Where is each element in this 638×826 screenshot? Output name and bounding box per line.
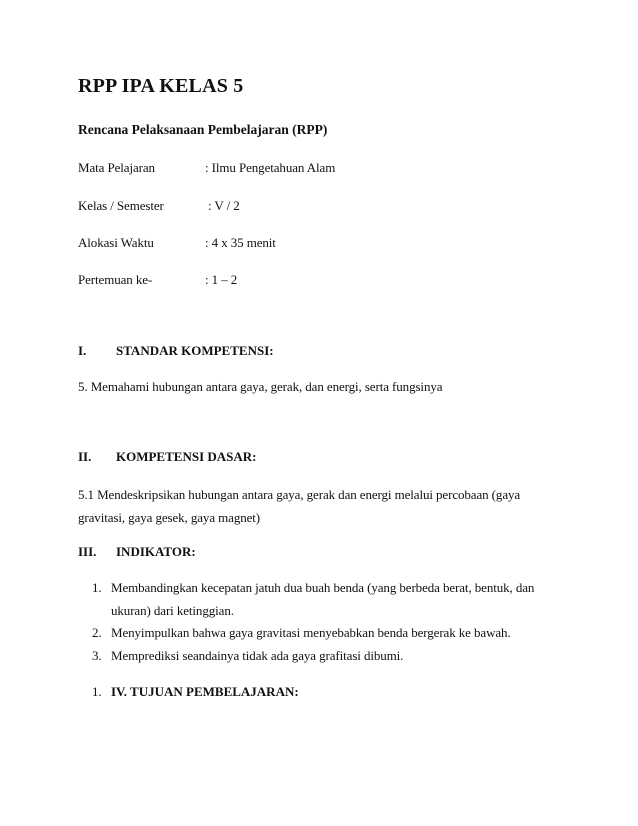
section1-content: 5. Memahami hubungan antara gaya, gerak, dan energi, serta fungsinya	[78, 379, 443, 394]
section3-heading: INDIKATOR:	[116, 544, 196, 559]
section1-numeral: I.	[78, 343, 87, 358]
section2-numeral: II.	[78, 449, 92, 464]
section2-content-line1: 5.1 Mendeskripsikan hubungan antara gaya, gerak dan energi melalui percobaan (gaya	[78, 487, 521, 502]
section4-number: 1.	[92, 684, 102, 699]
indicator-3-line1: Memprediksi seandainya tidak ada gaya grafitasi dibumi.	[111, 648, 404, 663]
indicator-2-number: 2.	[92, 625, 102, 640]
indicator-1-line1: Membandingkan kecepatan jatuh dua buah benda (yang berbeda berat, bentuk, dan	[111, 580, 535, 595]
document-title: RPP IPA KELAS 5	[78, 75, 244, 97]
info-label-time: Alokasi Waktu	[78, 235, 154, 250]
indicator-3-number: 3.	[92, 648, 102, 663]
info-value-time: : 4 x 35 menit	[205, 235, 276, 250]
section3-numeral: III.	[78, 544, 97, 559]
section1-heading: STANDAR KOMPETENSI:	[116, 343, 274, 358]
info-label-class: Kelas / Semester	[78, 198, 164, 213]
indicator-2-line1: Menyimpulkan bahwa gaya gravitasi menyebabkan benda bergerak ke bawah.	[111, 625, 511, 640]
document-subtitle: Rencana Pelaksanaan Pembelajaran (RPP)	[78, 122, 328, 137]
info-label-subject: Mata Pelajaran	[78, 160, 155, 175]
section2-content-line2: gravitasi, gaya gesek, gaya magnet)	[78, 510, 261, 525]
indicator-1-number: 1.	[92, 580, 102, 595]
info-value-subject: : Ilmu Pengetahuan Alam	[205, 160, 336, 175]
info-label-meeting: Pertemuan ke-	[78, 272, 153, 287]
info-value-meeting: : 1 – 2	[205, 272, 238, 287]
section2-heading: KOMPETENSI DASAR:	[116, 449, 257, 464]
indicator-1-line2: ukuran) dari ketinggian.	[111, 603, 234, 618]
info-value-class: : V / 2	[208, 198, 240, 213]
section4-heading: IV. TUJUAN PEMBELAJARAN:	[111, 684, 299, 699]
